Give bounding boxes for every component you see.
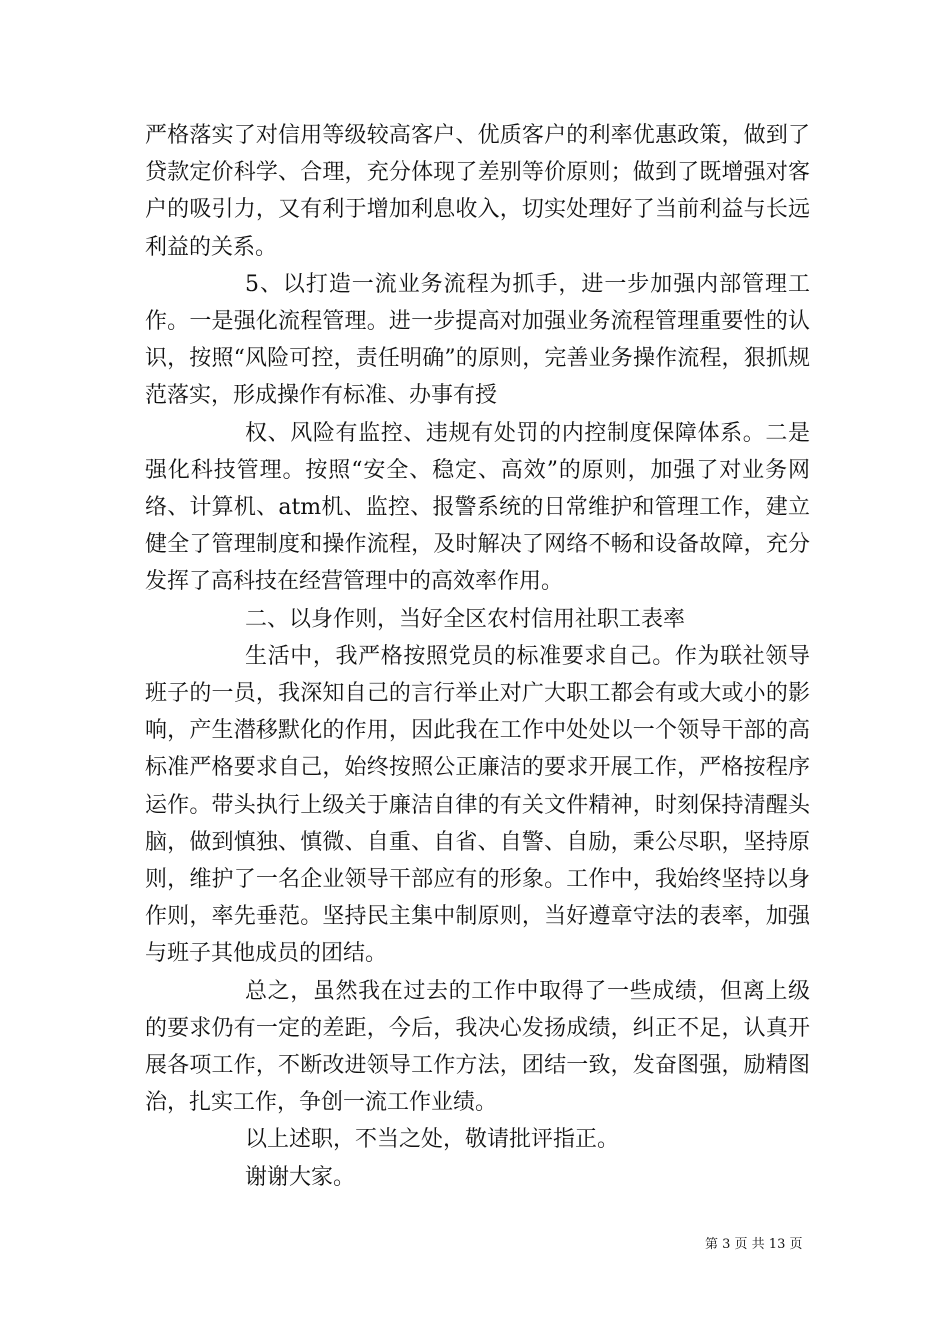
- paragraph-process-management: 5、以打造一流业务流程为抓手，进一步加强内部管理工作。一是强化流程管理。进一步提高对加强业务流程管理重要性的认识，按照“风险可控，责任明确”的原则，完善业务操作流程，狠抓规范落实，形成操作有标准、办事有授: [145, 271, 810, 409]
- paragraph-personal-conduct: 生活中，我严格按照党员的标准要求自己。作为联社领导班子的一员，我深知自己的言行举止对广大职工都会有或大或小的影响，产生潜移默化的作用，因此我在工作中处处以一个领导干部的高标准严格要求自己，始终按照公正廉洁的要求开展工作，严格按程序运作。带头执行上级关于廉洁自律的有关文件精神，时刻保持清醒头脑，做到慎独、慎微、自重、自省、自警、自励，秉公尽职，坚持原则，维护了一名企业领导干部应有的形象。工作中，我始终坚持以身作则，率先垂范。坚持民主集中制原则，当好遵章守法的表率，加强与班子其他成员的团结。: [145, 643, 810, 967]
- section-heading-lead-by-example: 二、以身作则，当好全区农村信用社职工表率: [245, 606, 686, 632]
- document-body: [145, 117, 810, 1196]
- paragraph-closing-remark: 以上述职，不当之处，敬请批评指正。: [245, 1127, 620, 1153]
- paragraph-technology-management: 权、风险有监控、违规有处罚的内控制度保障体系。二是强化科技管理。按照“安全、稳定、高效”的原则，加强了对业务网络、计算机、atm机、监控、报警系统的日常维护和管理工作，建立健全了管理制度和操作流程，及时解决了网络不畅和设备故障，充分发挥了高科技在经营管理中的高效率作用。: [145, 420, 810, 595]
- paragraph-conclusion: 总之，虽然我在过去的工作中取得了一些成绩，但离上级的要求仍有一定的差距，今后，我决心发扬成绩，纠正不足，认真开展各项工作，不断改进领导工作方法，团结一致，发奋图强，励精图治，扎实工作，争创一流工作业绩。: [145, 978, 810, 1116]
- paragraph-interest-rate-policy: 严格落实了对信用等级较高客户、优质客户的利率优惠政策，做到了贷款定价科学、合理，充分体现了差别等价原则；做到了既增强对客户的吸引力，又有利于增加利息收入，切实处理好了当前利益与长远利益的关系。: [145, 123, 810, 260]
- paragraph-thanks: 谢谢大家。: [245, 1164, 356, 1190]
- page-number-footer: 第 3 页 共 13 页: [705, 1237, 803, 1252]
